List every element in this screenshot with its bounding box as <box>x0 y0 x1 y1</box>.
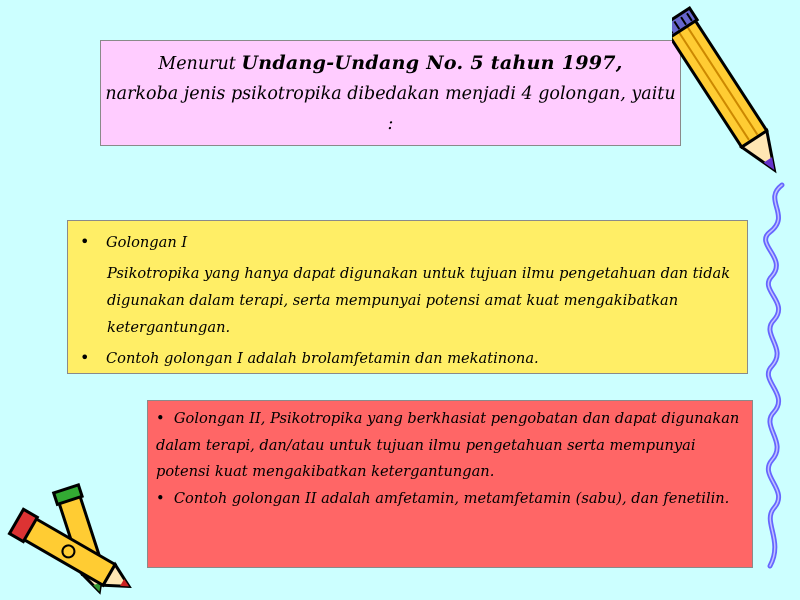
golongan-2-box <box>147 400 753 568</box>
law-reference: Undang-Undang No. 5 tahun 1997, <box>241 52 623 74</box>
golongan-2-description-line <box>156 406 742 486</box>
golongan-1-example-line <box>80 344 539 372</box>
pencil-icon <box>672 2 784 192</box>
bullet-icon: • <box>156 410 165 427</box>
golongan-1-title-line <box>80 228 187 256</box>
title-body: narkoba jenis psikotropika dibedakan menjadi 4 golongan, yaitu : <box>105 84 676 134</box>
golongan-1-description: Psikotropika yang hanya dapat digunakan untuk tujuan ilmu pengetahuan dan tidak digunakan dalam terapi, serta mempunyai potensi amat kuat mengakibatkan ketergantungan. <box>107 265 731 336</box>
title-prefix: Menurut <box>158 54 242 74</box>
golongan-1-box <box>67 220 748 374</box>
pencils-icon <box>0 480 150 600</box>
golongan-1-example: Contoh golongan I adalah brolamfetamin dan mekatinona. <box>106 350 539 367</box>
bullet-icon: • <box>80 348 90 367</box>
golongan-2-example-line <box>156 486 742 513</box>
golongan-2-description: Golongan II, Psikotropika yang berkhasiat pengobatan dan dapat digunakan dalam terapi, dan/atau untuk tujuan ilmu pengetahuan serta mempunyai potensi kuat mengakibatkan ketergantungan. <box>156 410 740 480</box>
bullet-icon: • <box>80 232 90 251</box>
golongan-2-example: Contoh golongan II adalah amfetamin, metamfetamin (sabu), dan fenetilin. <box>173 489 730 507</box>
title-box <box>100 40 681 146</box>
golongan-1-title: Golongan I <box>106 234 188 251</box>
curly-line-icon <box>752 180 798 570</box>
bullet-icon: • <box>156 489 165 507</box>
